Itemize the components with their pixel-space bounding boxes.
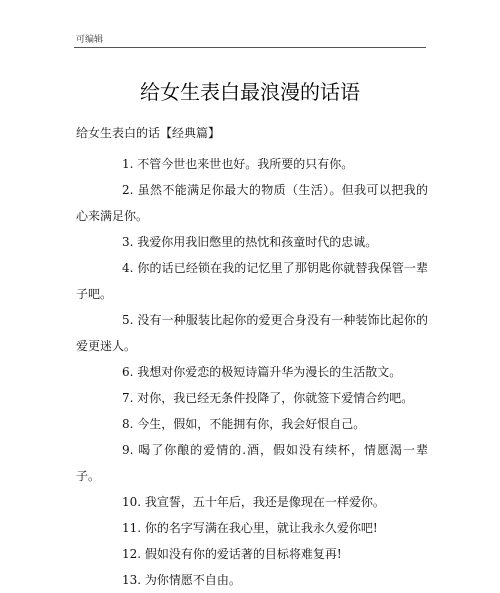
item-text: 假如没有你的爱话著的目标将难复再! [144, 547, 342, 561]
item-number: 5. [122, 313, 134, 327]
item-number: 7. [122, 391, 134, 405]
item-number: 3. [122, 235, 134, 249]
item-text: 我宣誓，五十年后，我还是像现在一样爱你。 [144, 495, 385, 509]
list-item [76, 151, 428, 177]
list-item [76, 411, 428, 437]
item-number: 11. [122, 521, 142, 535]
item-text: 我想对你爱恋的极短诗篇升华为漫长的生活散文。 [137, 365, 402, 379]
list-item [76, 515, 428, 541]
item-text: 虽然不能满足你最大的物质（生活）。但我可以把我的心来满足你。 [76, 183, 428, 223]
header-label: 可编辑 [76, 35, 104, 45]
item-text: 今生，假如，不能拥有你，我会好恨自己。 [137, 417, 366, 431]
document-title: 给女生表白最浪漫的话语 [140, 80, 360, 104]
list-item [76, 229, 428, 255]
item-text: 对你，我已经无条件投降了，你就签下爱情合约吧。 [137, 391, 414, 405]
list-item [76, 255, 428, 307]
section-heading: 给女生表白的话【经典篇】 [76, 126, 221, 140]
item-number: 6. [122, 365, 134, 379]
item-text: 为你情愿不自由。 [144, 573, 241, 587]
item-text: 我爱你用我旧憋里的热忱和孩童时代的忠诚。 [137, 235, 378, 249]
phrase-list [76, 151, 428, 593]
list-item [76, 307, 428, 359]
item-number: 9. [122, 443, 134, 457]
item-number: 4. [122, 261, 134, 275]
item-text: 没有一种服装比起你的爱更合身没有一种装饰比起你的爱更迷人。 [76, 313, 428, 353]
item-text: 你的名字写满在我心里，就让我永久爱你吧! [144, 521, 378, 535]
list-item [76, 385, 428, 411]
header-divider [74, 47, 426, 48]
item-number: 12. [122, 547, 142, 561]
item-number: 10. [122, 495, 142, 509]
list-item [76, 437, 428, 489]
item-number: 1. [122, 157, 134, 171]
item-text: 喝了你酿的爱情的.酒，假如没有续杯，情愿渴一辈子。 [76, 443, 428, 483]
item-number: 2. [122, 183, 134, 197]
item-number: 13. [122, 573, 142, 587]
item-number: 8. [122, 417, 134, 431]
item-text: 你的话已经锁在我的记忆里了那钥匙你就替我保管一辈子吧。 [76, 261, 428, 301]
list-item [76, 567, 428, 593]
list-item [76, 359, 428, 385]
list-item [76, 489, 428, 515]
item-text: 不管今世也来世也好。我所要的只有你。 [137, 157, 354, 171]
list-item [76, 177, 428, 229]
list-item [76, 541, 428, 567]
